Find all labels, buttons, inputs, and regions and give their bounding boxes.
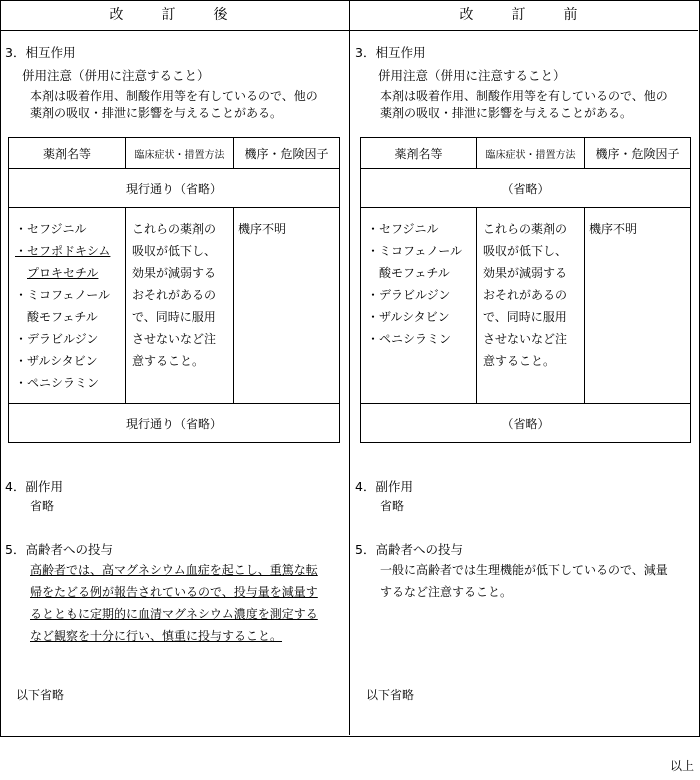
drug-item: ・セフジニル: [367, 222, 439, 236]
intro-line-2: 薬剤の吸収・排泄に影響を与えることがある。: [30, 106, 283, 120]
header-before: 改 訂 前: [459, 7, 590, 23]
section-5-body: [380, 559, 668, 603]
drug-list-cell: [9, 208, 126, 404]
row-bottom-omitted: （省略）: [361, 404, 691, 443]
drug-item: ・ミコフェノール: [367, 244, 463, 258]
drug-item: ・ザルシタビン: [367, 310, 450, 324]
column-after: [0, 31, 349, 735]
interaction-table: [8, 137, 340, 443]
omitted-below: 以下省略: [16, 688, 65, 702]
mechanism-text: 機序不明: [238, 222, 287, 236]
effect-cell: [477, 208, 585, 404]
mechanism-cell: [585, 208, 691, 404]
section-3-title: 3．相互作用: [5, 45, 76, 60]
section-5-title: 5．高齢者への投与: [355, 542, 463, 557]
drug-list-cell: [361, 208, 477, 404]
drug-item-cont: 酸モフェチル: [379, 266, 450, 280]
caution-title: 併用注意（併用に注意すること）: [22, 68, 210, 83]
header-after: 改 訂 後: [109, 7, 240, 23]
section-5-line: 帰をたどる例が報告されているので、投与量を減量す: [30, 585, 318, 599]
effect-text: これらの薬剤の 吸収が低下し、 効果が減弱する おそれがあるの で、同時に服用 させないなど注 意すること。: [483, 222, 568, 368]
intro-line-1: 本剤は吸着作用、制酸作用等を有しているので、他の: [380, 89, 668, 103]
section-5-title: 5．高齢者への投与: [5, 542, 113, 557]
end-mark: 以上: [669, 759, 694, 773]
intro-line-2: 薬剤の吸収・排泄に影響を与えることがある。: [380, 106, 633, 120]
th-symptoms: 臨床症状・措置方法: [126, 138, 234, 169]
intro-line-1: 本剤は吸着作用、制酸作用等を有しているので、他の: [30, 89, 318, 103]
effect-cell: [126, 208, 234, 404]
th-drug: 薬剤名等: [9, 138, 126, 169]
drug-item: ・デラビルジン: [367, 288, 451, 302]
section-4-body: 省略: [380, 499, 405, 513]
column-before: [350, 31, 699, 735]
drug-list: [361, 208, 476, 350]
section-5-line: するなど注意すること。: [380, 585, 513, 599]
th-mechanism: 機序・危険因子: [585, 138, 691, 169]
section-5-line: るとともに定期的に血清マグネシウム濃度を測定する: [30, 607, 318, 621]
drug-item: ・ザルシタビン: [15, 354, 98, 368]
th-symptoms: 臨床症状・措置方法: [477, 138, 585, 169]
interaction-table: [360, 137, 691, 443]
section-5-line: 高齢者では、高マグネシウム血症を起こし、重篤な転: [30, 563, 318, 577]
row-bottom-omitted: 現行通り（省略）: [9, 404, 340, 443]
effect-text: これらの薬剤の 吸収が低下し、 効果が減弱する おそれがあるの で、同時に服用 させないなど注 意すること。: [132, 222, 217, 368]
drug-item-cont: 酸モフェチル: [27, 310, 98, 324]
drug-item: ・デラビルジン: [15, 332, 99, 346]
caution-title: 併用注意（併用に注意すること）: [378, 68, 566, 83]
row-top-omitted: （省略）: [361, 169, 691, 208]
section-4-body: 省略: [30, 499, 55, 513]
mechanism-text: 機序不明: [589, 222, 638, 236]
drug-item-added: ・セフポドキシム: [15, 244, 111, 258]
omitted-below: 以下省略: [366, 688, 415, 702]
drug-item: ・ペニシラミン: [15, 376, 100, 390]
drug-item: ・セフジニル: [15, 222, 87, 236]
section-4-title: 4．副作用: [5, 479, 63, 494]
th-mechanism: 機序・危険因子: [234, 138, 340, 169]
drug-item: ・ミコフェノール: [15, 288, 111, 302]
th-drug: 薬剤名等: [361, 138, 477, 169]
section-5-line: 一般に高齢者では生理機能が低下しているので、減量: [380, 563, 668, 577]
mechanism-cell: [234, 208, 340, 404]
drug-list: [9, 208, 125, 394]
section-3-title: 3．相互作用: [355, 45, 426, 60]
section-5-body: [30, 559, 318, 647]
section-4-title: 4．副作用: [355, 479, 413, 494]
drug-item: ・ペニシラミン: [367, 332, 452, 346]
drug-item-added-cont: プロキセチル: [27, 266, 99, 280]
section-5-line: など観察を十分に行い、慎重に投与すること。: [30, 629, 283, 643]
row-top-omitted: 現行通り（省略）: [9, 169, 340, 208]
